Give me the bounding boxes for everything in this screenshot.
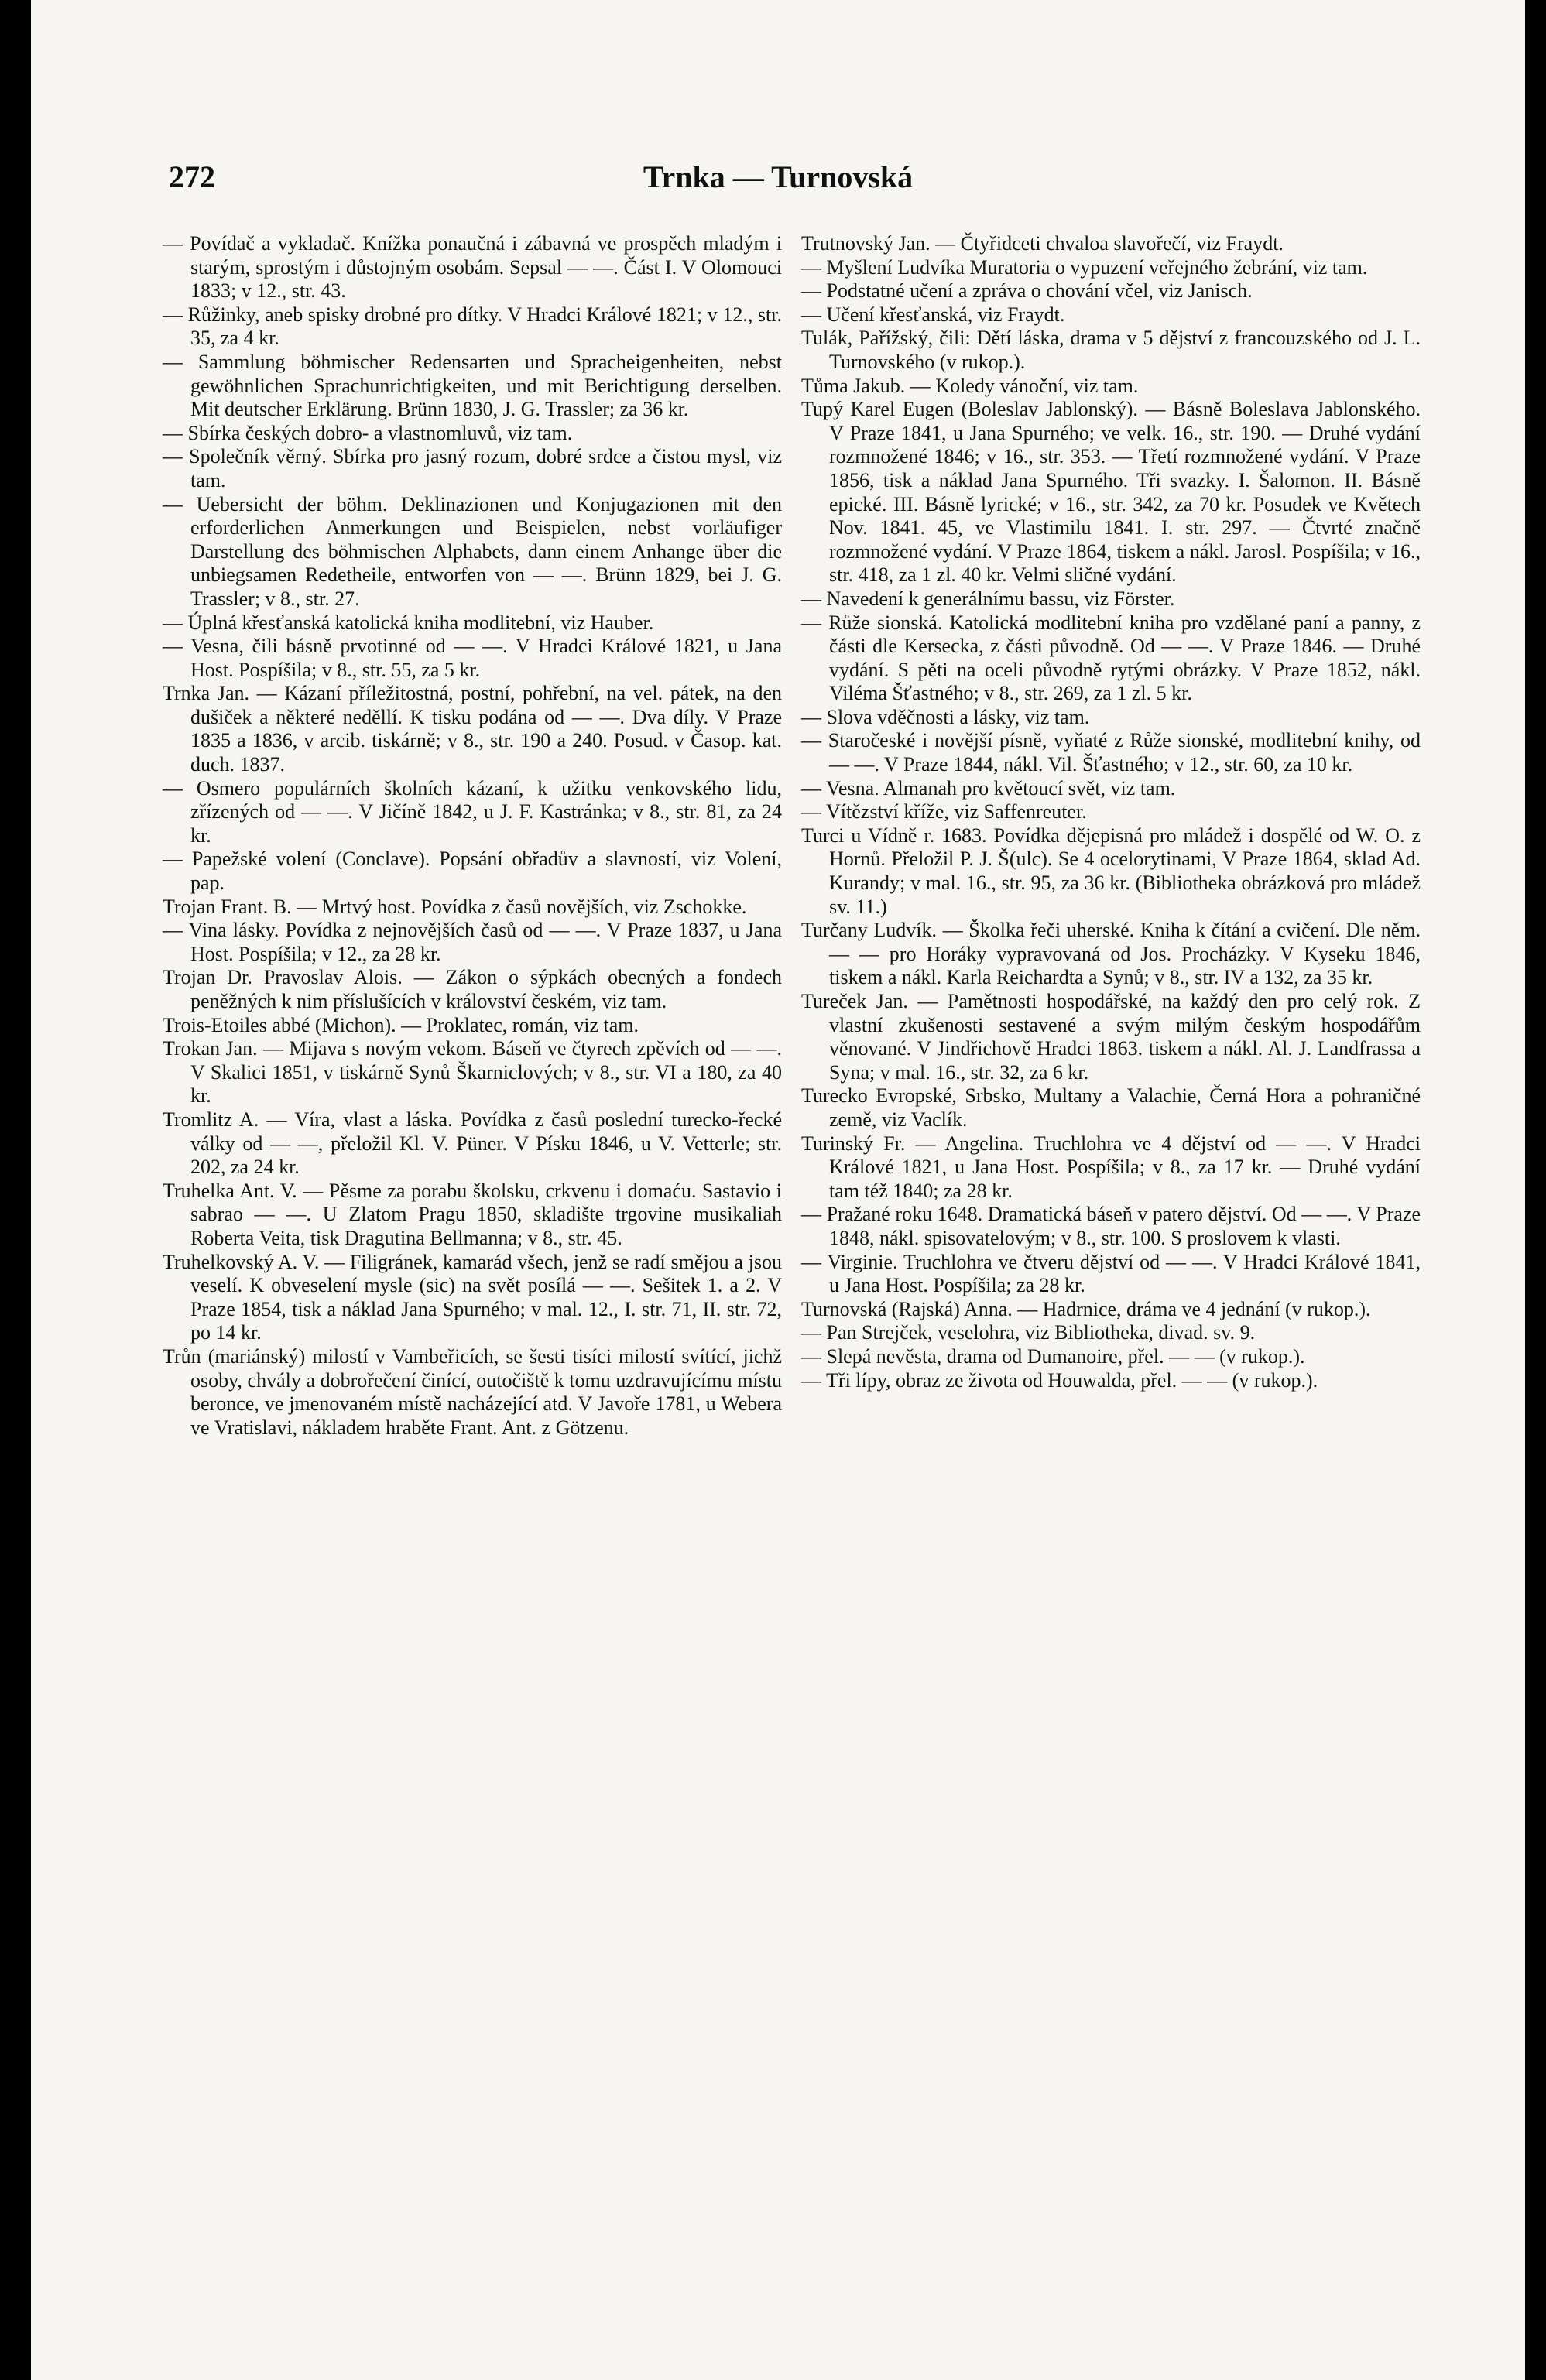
page-number: 272 [169,159,215,194]
entry: Trutnovský Jan. — Čtyřidceti chvaloa slavořečí, viz Fraydt. [801,232,1284,255]
entry: — Vítězství kříže, viz Saffenreuter. [801,800,1087,824]
entry: — Staročeské i novější písně, vyňaté z Růže sionské, modlitební knihy, od — —. V Praze 1844, nákl. Vil. Šťastného; v 12., str. 60, za 10 kr. [801,729,1421,776]
right-column [801,232,1421,1392]
entry: — Pan Strejček, veselohra, viz Bibliotheka, divad. sv. 9. [801,1321,1256,1344]
entry: Turinský Fr. — Angelina. Truchlohra ve 4 dějství od — —. V Hradci Králové 1821, u Jana Host. Pospíšila; v 8., za 17 kr. — Druhé vydání tam též 1840; za 28 kr. [801,1132,1421,1202]
entry: Trůn (mariánský) milostí v Vambeřicích, se šesti tisíci milostí svítící, jichž osoby, chvály a dobrořečení činící, outočiště k tomu uzdravujícímu místu beronce, ve jmenovaném místě nacházející atd. V Javoře 1781, u Webera ve Vratislavi, nákladem hraběte Frant. Ant. z Götzenu. [163,1344,782,1439]
entry: — Virginie. Truchlohra ve čtveru dějství od — —. V Hradci Králové 1841, u Jana Host. Pospíšila; za 28 kr. [801,1250,1421,1297]
entry: — Povídač a vykladač. Knížka ponaučná i zábavná ve prospěch mladým i starým, sprostým i důstojným osobám. Sepsal — —. Část I. V Olomouci 1833; v 12., str. 43. [163,232,782,303]
entry: Tupý Karel Eugen (Boleslav Jablonský). — Básně Boleslava Jablonského. V Praze 1841, u Jana Spurného; ve velk. 16., str. 190. — Druhé vydání rozmnožené 1846; v 16., str. 353. — Třetí rozmnožené vydání. V Praze 1856, tisk a náklad Jana Spurného. Tři svazky. I. Šalomon. II. Básně epické. III. Básně lyrické; v 16., str. 342, za 70 kr. Posudek ve Květech Nov. 1841. 45, ve Vlastimilu 1841. I. str. 297. — Čtvrté značně rozmnožené vydání. V Praze 1864, tiskem a nákl. Jarosl. Pospíšila; v 16., str. 418, za 1 zl. 40 kr. Velmi sličné vydání. [801,398,1421,587]
entry: Tůma Jakub. — Koledy vánoční, viz tam. [801,374,1139,397]
left-column [163,232,782,1440]
entry: — Uebersicht der böhm. Deklinazionen und Konjugazionen mit den erforderlichen Anmerkungen und Beispielen, nebst vorläufiger Darstellung des böhmischen Alphabets, dann einem Anhange über die unbiegsamen Redetheile, entworfen von — —. Brünn 1829, bei J. G. Trassler; v 8., str. 27. [163,492,782,610]
entry: — Vesna. Almanah pro květoucí svět, viz tam. [801,776,1176,800]
entry: Turecko Evropské, Srbsko, Multany a Valachie, Černá Hora a pohraničné země, viz Vaclík. [801,1084,1421,1131]
entry: — Slova vděčnosti a lásky, viz tam. [801,705,1090,728]
entry: Trokan Jan. — Mijava s novým vekom. Báseň ve čtyrech zpěvích od — —. V Skalici 1851, v tiskárně Synů Škarniclových; v 8., str. VI a 180, za 40 kr. [163,1037,782,1108]
entry: — Společník věrný. Sbírka pro jasný rozum, dobré srdce a čistou mysl, viz tam. [163,445,782,491]
entry: Truhelkovský A. V. — Filigránek, kamarád všech, jenž se radí smějou a jsou veselí. K obveselení mysle (sic) na svět posílá — —. Sešitek 1. a 2. V Praze 1854, tisk a náklad Jana Spurného; v mal. 12., I. str. 71, II. str. 72, po 14 kr. [163,1250,782,1344]
entry: Turci u Vídně r. 1683. Povídka dějepisná pro mládež i dospělé od W. O. z Hornů. Přeložil P. J. Š(ulc). Se 4 ocelorytinami, V Praze 1864, sklad Ad. Kurandy; v mal. 16., str. 95, za 36 kr. (Bibliotheka obrázková pro mládež sv. 11.) [801,824,1421,918]
entry: Trnka Jan. — Kázaní příležitostná, postní, pohřební, na vel. pátek, na den dušiček a některé neděllí. K tisku podána od — —. Dva díly. V Praze 1835 a 1836, v arcib. tiskárně; v 8., str. 190 a 240. Posud. v Časop. kat. duch. 1837. [163,682,782,776]
entry: — Osmero populárních školních kázaní, k užitku venkovského lidu, zřízených od — —. V Jičíně 1842, u J. F. Kastránka; v 8., str. 81, za 24 kr. [163,776,782,847]
entry: Turnovská (Rajská) Anna. — Hadrnice, dráma ve 4 jednání (v rukop.). [801,1297,1371,1320]
entry: Trojan Frant. B. — Mrtvý host. Povídka z časů novějších, viz Zschokke. [163,895,747,918]
entry: — Vina lásky. Povídka z nejnovějších časů od — —. V Praze 1837, u Jana Host. Pospíšila; v 12., za 28 kr. [163,919,782,965]
entry: — Růžinky, aneb spisky drobné pro dítky. V Hradci Králové 1821; v 12., str. 35, za 4 kr. [163,303,782,350]
entry: — Slepá nevěsta, drama od Dumanoire, přel. — — (v rukop.). [801,1344,1305,1368]
entry: — Vesna, čili básně prvotinné od — —. V Hradci Králové 1821, u Jana Host. Pospíšila; v 8., str. 55, za 5 kr. [163,635,782,681]
entry: Truhelka Ant. V. — Pěsme za porabu školsku, crkvenu i domaću. Sastavio i sabrao — —. U Zlatom Pragu 1850, skladište trgovine musikaliah Roberta Veita, tisk Dragutina Bellmanna; v 8., str. 45. [163,1179,782,1249]
entry: — Růže sionská. Katolická modlitební kniha pro vzdělané paní a panny, z části dle Kersecka, z části původně. Od — —. V Praze 1846. — Druhé vydání. S pěti na oceli původně rytými obrázky. V Praze 1852, nákl. Viléma Šťastného; v 8., str. 269, za 1 zl. 5 kr. [801,611,1421,705]
entry: — Podstatné učení a zpráva o chování včel, viz Janisch. [801,279,1253,303]
entry: Tulák, Pařížský, čili: Dětí láska, drama v 5 dějství z francouzského od J. L. Turnovského (v rukop.). [801,327,1421,373]
entry: Tromlitz A. — Víra, vlast a láska. Povídka z časů poslední turecko-řecké války od — —, přeložil Kl. V. Püner. V Písku 1846, u V. Vetterle; str. 202, za 24 kr. [163,1108,782,1179]
entry: Tureček Jan. — Pamětnosti hospodářské, na každý den pro celý rok. Z vlastní zkušenosti sestavené a svým milým českým hospodářům věnované. V Jindřichově Hradci 1863. tiskem a nákl. Al. J. Landfrassa a Syna; v mal. 16., str. 32, za 6 kr. [801,990,1421,1084]
running-title: Trnka — Turnovská [643,159,914,194]
entry: — Úplná křesťanská katolická kniha modlitební, viz Hauber. [163,611,654,634]
entry: Trojan Dr. Pravoslav Alois. — Zákon o sýpkách obecných a fondech peněžných k nim příslušících v království českém, viz tam. [163,966,782,1012]
page-header [31,159,1525,205]
entry: — Papežské volení (Conclave). Popsání obřadův a slavností, viz Volení, pap. [163,848,782,895]
entry: — Pražané roku 1648. Dramatická báseň v patero dějství. Od — —. V Praze 1848, nákl. spisovatelovým; v 8., str. 100. S proslovem k vlasti. [801,1203,1421,1249]
entry: Trois-Etoiles abbé (Michon). — Proklatec, román, viz tam. [163,1013,639,1036]
entry: — Navedení k generálnímu bassu, viz Förster. [801,587,1175,610]
entry: — Sbírka českých dobro- a vlastnomluvů, viz tam. [163,421,573,444]
entry: Turčany Ludvík. — Školka řeči uherské. Kniha k čítání a cvičení. Dle něm. — — pro Horáky vypravovaná od Jos. Procházky. V Kyseku 1846, tiskem a nákl. Karla Reichardta a Synů; v 8., str. IV a 132, za 35 kr. [801,919,1421,989]
entry: — Myšlení Ludvíka Muratoria o vypuzení veřejného žebrání, viz tam. [801,255,1368,279]
entry: — Tři lípy, obraz ze života od Houwalda, přel. — — (v rukop.). [801,1368,1318,1392]
entry: — Učení křesťanská, viz Fraydt. [801,303,1065,326]
book-page [31,0,1525,2380]
entry: — Sammlung böhmischer Redensarten und Spracheigenheiten, nebst gewöhnlichen Sprachunrichtigkeiten, und mit Berichtigung derselben. Mit deutscher Erklärung. Brünn 1830, J. G. Trassler; za 36 kr. [163,350,782,421]
